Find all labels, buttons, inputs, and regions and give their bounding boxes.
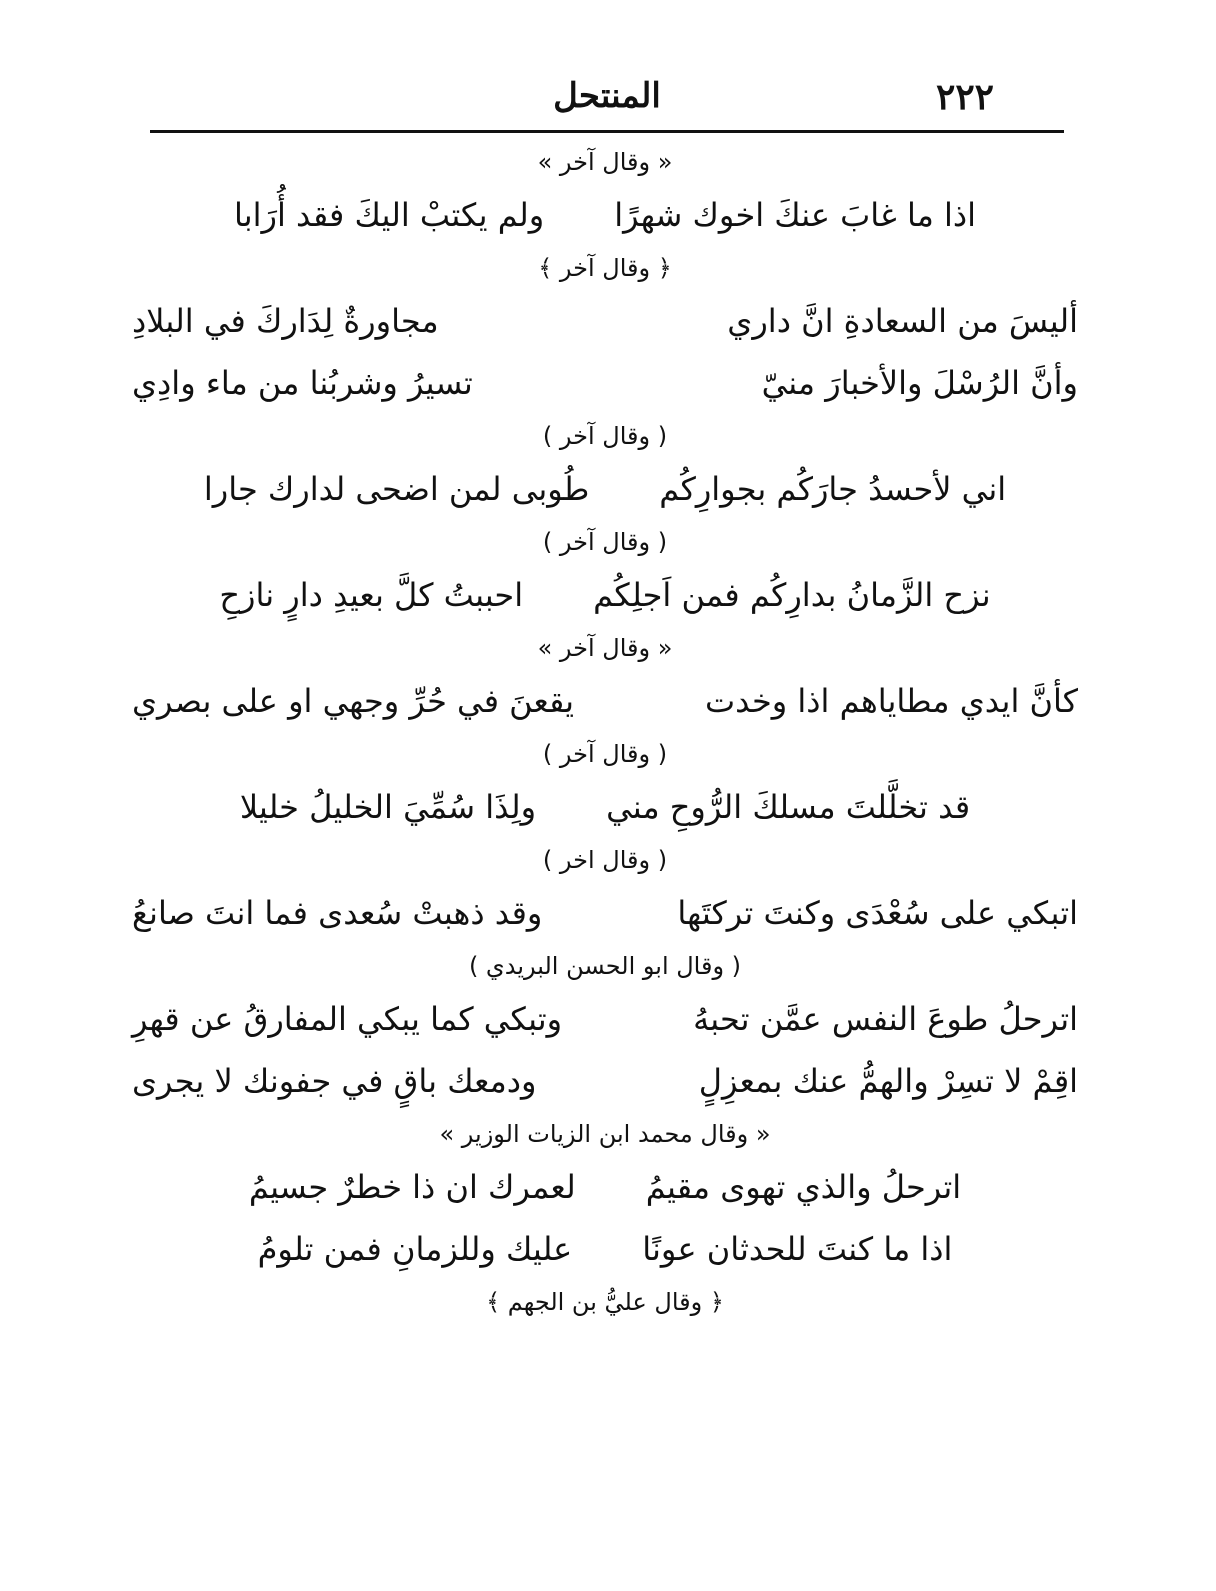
section-heading: ( وقال آخر )	[542, 528, 668, 556]
first-hemistich: اقِمْ لا تسِرْ والهمُّ عنك بمعزِلٍ	[698, 1062, 1078, 1100]
verse	[130, 352, 1080, 414]
second-hemistich: يقعنَ في حُرِّ وجهي او على بصري	[132, 682, 575, 720]
verse	[130, 670, 1080, 732]
first-hemistich: اتبكي على سُعْدَى وكنتَ تركتَها	[677, 894, 1078, 932]
first-hemistich: اني لأحسدُ جارَكُم بجوارِكُم	[659, 470, 1007, 508]
verse	[130, 1218, 1080, 1280]
second-hemistich: طُوبى لمن اضحى لدارك جارا	[203, 470, 590, 508]
second-hemistich: ولِذَا سُمِّيَ الخليلُ خليلا	[239, 788, 537, 826]
header-rule	[150, 130, 1064, 133]
second-hemistich: وقد ذهبتْ سُعدى فما انتَ صانعُ	[132, 894, 543, 932]
second-hemistich: وتبكي كما يبكي المفارقُ عن قهرِ	[132, 1000, 563, 1038]
first-hemistich: نزح الزَّمانُ بدارِكُم فمن اَجلِكُم	[593, 576, 991, 614]
first-hemistich: أليسَ من السعادةِ انَّ داري	[727, 302, 1078, 340]
second-hemistich: ولم يكتبْ اليكَ فقد أُرَابا	[233, 196, 545, 234]
second-hemistich: احببتُ كلَّ بعيدِ دارٍ نازحِ	[219, 576, 524, 614]
verse	[130, 458, 1080, 520]
first-hemistich: وأنَّ الرُسْلَ والأخبارَ منيّ	[761, 364, 1078, 402]
section-heading: ( وقال ابو الحسن البريدي )	[468, 952, 742, 980]
verse	[130, 290, 1080, 352]
second-hemistich: مجاورةٌ لِدَاركَ في البلادِ	[132, 302, 439, 340]
first-hemistich: كأنَّ ايدي مطاياهم اذا وخدت	[705, 682, 1078, 720]
section-heading: « وقال محمد ابن الزيات الوزير »	[439, 1120, 771, 1148]
first-hemistich: اترحلُ والذي تهوى مقيمُ	[645, 1168, 962, 1206]
page-number: ٢٢٢	[935, 76, 994, 118]
verse	[130, 564, 1080, 626]
verse	[130, 882, 1080, 944]
second-hemistich: عليك وللزمانِ فمن تلومُ	[257, 1230, 573, 1268]
first-hemistich: اذا ما غابَ عنكَ اخوك شهرًا	[614, 196, 977, 234]
section-heading: ( وقال اخر )	[542, 846, 668, 874]
verse	[130, 1050, 1080, 1112]
section-heading: « وقال آخر »	[537, 634, 673, 662]
section-heading: ﴿ وقال آخر ﴾	[538, 254, 672, 282]
first-hemistich: اترحلُ طوعَ النفس عمَّن تحبهُ	[693, 1000, 1078, 1038]
page-header	[150, 68, 1064, 124]
first-hemistich: قد تخلَّلتَ مسلكَ الرُّوحِ مني	[606, 788, 971, 826]
section-heading: ( وقال آخر )	[542, 422, 668, 450]
first-hemistich: اذا ما كنتَ للحدثان عونًا	[642, 1230, 953, 1268]
verse	[130, 776, 1080, 838]
verse	[130, 184, 1080, 246]
section-heading: « وقال آخر »	[537, 148, 673, 176]
second-hemistich: ودمعك باقٍ في جفونك لا يجرى	[132, 1062, 537, 1100]
section-heading: ﴿ وقال عليُّ بن الجهم ﴾	[486, 1288, 724, 1316]
second-hemistich: لعمرك ان ذا خطرٌ جسيمُ	[248, 1168, 576, 1206]
verse	[130, 1156, 1080, 1218]
section-heading: ( وقال آخر )	[542, 740, 668, 768]
running-title: المنتحل	[553, 76, 661, 116]
second-hemistich: تسيرُ وشربُنا من ماء وادِي	[132, 364, 473, 402]
poetry-body	[130, 140, 1080, 1324]
verse	[130, 988, 1080, 1050]
